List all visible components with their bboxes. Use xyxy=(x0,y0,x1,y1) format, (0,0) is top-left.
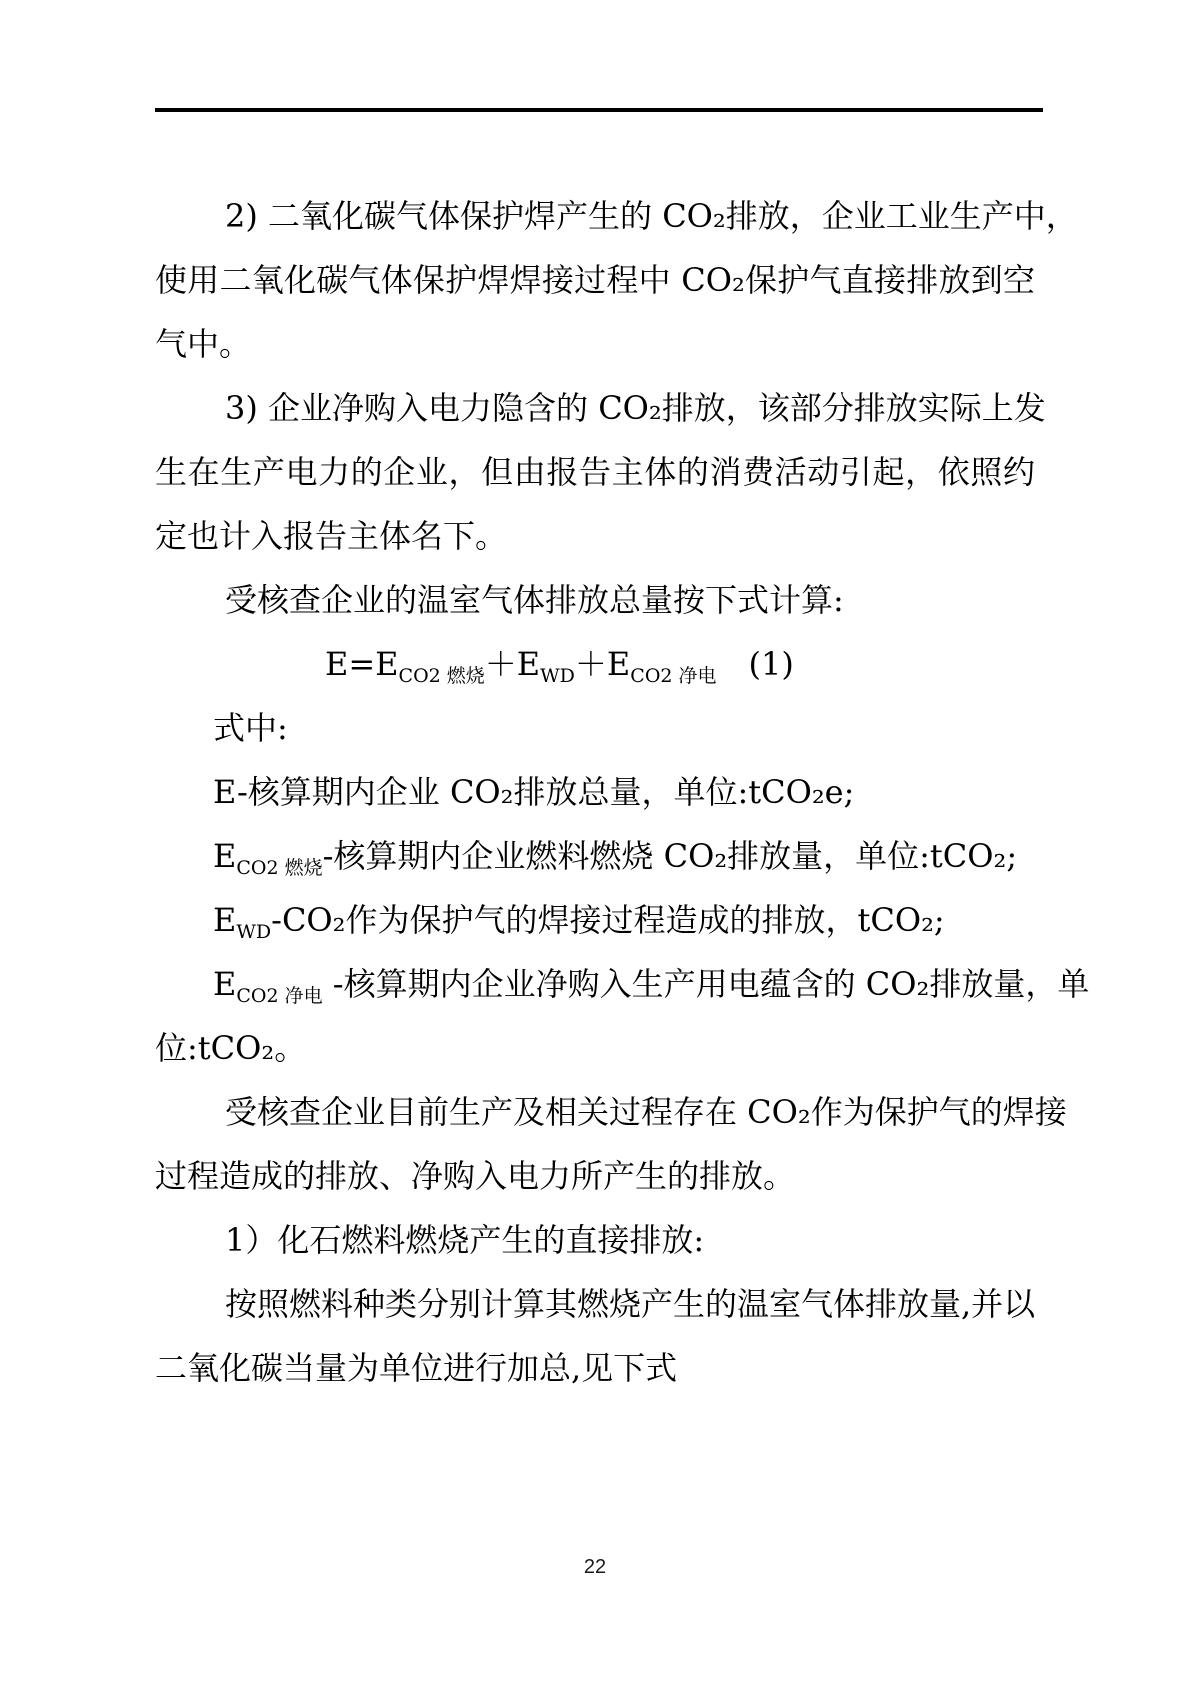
subscript: CO2 燃烧 xyxy=(236,857,323,879)
subscript: CO2 燃烧 xyxy=(398,665,485,687)
header-rule-divider xyxy=(155,108,1043,112)
subscript: WD xyxy=(236,921,272,943)
subscript: CO2 净电 xyxy=(236,985,323,1007)
definition-line: $E_{WD}$-CO₂作为保护气的焊接过程造成的排放，tCO₂; xyxy=(213,901,945,943)
text-line: 式中: xyxy=(213,709,288,747)
text-line: 按照燃料种类分别计算其燃烧产生的温室气体排放量,并以 xyxy=(225,1285,1036,1323)
definition-line: $E_{CO2 净电}$ -核算期内企业净购入生产用电蕴含的 CO₂排放量，单 xyxy=(213,965,1090,1007)
subscript: WD xyxy=(540,665,575,687)
equation-1: $E=E_{CO2 燃烧}+E_{WD}+E_{CO2 净电}$ (1) xyxy=(325,645,794,687)
document-body xyxy=(155,184,1090,1400)
subscript: CO2 净电 xyxy=(630,665,717,687)
text-line: 二氧化碳当量为单位进行加总,见下式 xyxy=(155,1349,678,1387)
definition-line: $E_{CO2 燃烧}-$核算期内企业燃料燃烧 CO₂排放量，单位:tCO₂; xyxy=(213,837,1018,879)
definition-line: E-核算期内企业 CO₂排放总量，单位:tCO₂e; xyxy=(213,773,855,811)
text-line: 受核查企业目前生产及相关过程存在 CO₂作为保护气的焊接 xyxy=(225,1093,1067,1131)
text-line: 过程造成的排放、净购入电力所产生的排放。 xyxy=(155,1157,796,1195)
text-line: 位:tCO₂。 xyxy=(155,1029,307,1067)
text-line: 2) 二氧化碳气体保护焊产生的 CO₂排放，企业工业生产中， xyxy=(225,197,1078,235)
text-line: 气中。 xyxy=(155,325,252,363)
text-line: 1）化石燃料燃烧产生的直接排放: xyxy=(225,1221,705,1259)
text-line: 定也计入报告主体名下。 xyxy=(155,517,508,555)
text-line: 3) 企业净购入电力隐含的 CO₂排放，该部分排放实际上发 xyxy=(225,389,1046,427)
page-number: 22 xyxy=(583,1556,607,1578)
text-line: 生在生产电力的企业，但由报告主体的消费活动引起，依照约 xyxy=(155,453,1035,491)
text-line: 使用二氧化碳气体保护焊焊接过程中 CO₂保护气直接排放到空 xyxy=(155,261,1035,299)
text-line: 受核查企业的温室气体排放总量按下式计算: xyxy=(225,581,844,619)
